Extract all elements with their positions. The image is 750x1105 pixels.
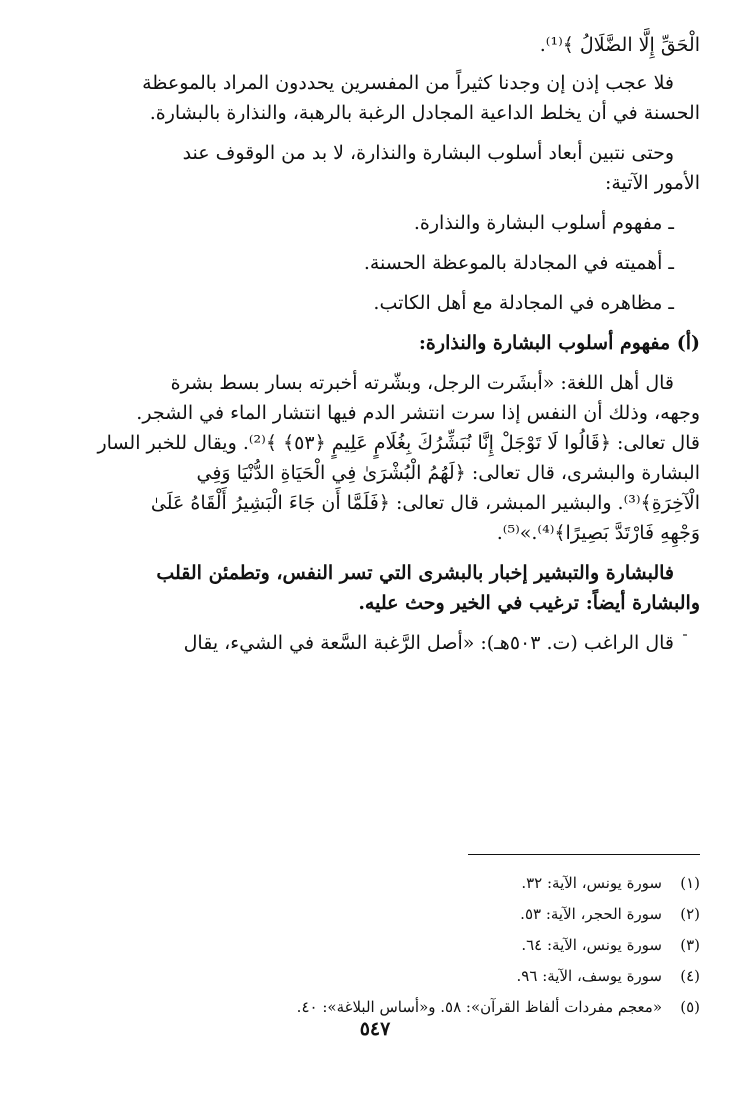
footnote-divider [468, 854, 700, 855]
paragraph-line: قال أهل اللغة: «أبشَرت الرجل، وبشّرته أخبرته بسار بسط بشرة [170, 372, 674, 394]
footnote-number: (٢) [680, 905, 700, 923]
paragraph-line: الْآخِرَةِ﴾⁽³⁾. والبشير المبشر، قال تعالى: ﴿فَلَمَّا أَن جَاءَ الْبَشِيرُ أَلْقَاهُ عَلَىٰ [150, 492, 700, 514]
document-body [78, 30, 700, 658]
footnote-item [270, 899, 700, 930]
list-item: ـ مفهوم أسلوب البشارة والنذارة. [413, 212, 674, 234]
footnote-number: (٣) [680, 936, 700, 954]
continued-verse-line: الْحَقِّ إِلَّا الضَّلَالُ ﴾⁽¹⁾. [539, 34, 700, 56]
emphasis-line: فالبشارة والتبشير إخبار بالبشرى التي تسر النفس، وتطمئن القلب [156, 562, 674, 584]
emphasis-line: والبشارة أيضاً: ترغيب في الخير وحث عليه. [358, 592, 700, 614]
footnote-number: (٥) [680, 998, 700, 1016]
list-item: ـ مظاهره في المجادلة مع أهل الكاتب. [373, 292, 674, 314]
paragraph-line: قال تعالى: ﴿قَالُوا لَا تَوْجَلْ إِنَّا نُبَشِّرُكَ بِغُلَامٍ عَلِيمٍ ﴿٥٣﴾ ﴾⁽²⁾. ويقال للخبر السار [97, 432, 700, 454]
footnote-text: سورة يونس، الآية: ٦٤. [521, 936, 662, 954]
paragraph-line: الأمور الآتية: [604, 172, 700, 194]
list-item: ـ أهميته في المجادلة بالموعظة الحسنة. [363, 252, 674, 274]
footnote-text: «معجم مفردات ألفاظ القرآن»: ٥٨. و«أساس البلاغة»: ٤٠. [296, 998, 662, 1016]
section-heading: (أ) مفهوم أسلوب البشارة والنذارة: [418, 332, 700, 354]
footnote-number: (١) [680, 874, 700, 892]
paragraph-line: وَجْهِهِ فَارْتَدَّ بَصِيرًا﴾⁽⁴⁾.»⁽⁵⁾. [496, 522, 700, 544]
footnote-text: سورة يوسف، الآية: ٩٦. [516, 967, 662, 985]
paragraph-line: فلا عجب إذن إن وجدنا كثيراً من المفسرين يحددون المراد بالموعظة [142, 72, 674, 94]
footnotes [270, 868, 700, 1023]
ink-speck [683, 634, 687, 636]
paragraph-line: قال الراغب (ت. ٥٠٣هـ): «أصل الرَّغبة السَّعة في الشيء، يقال [183, 632, 674, 654]
footnote-text: سورة يونس، الآية: ٣٢. [521, 874, 662, 892]
paragraph-line: وحتى نتبين أبعاد أسلوب البشارة والنذارة، لا بد من الوقوف عند [182, 142, 674, 164]
footnote-item [270, 930, 700, 961]
footnote-text: سورة الحجر، الآية: ٥٣. [520, 905, 662, 923]
page-number: ٥٤٧ [359, 1018, 391, 1040]
footnote-item [270, 961, 700, 992]
paragraph-line: البشارة والبشرى، قال تعالى: ﴿لَهُمُ الْبُشْرَىٰ فِي الْحَيَاةِ الدُّنْيَا وَفِي [196, 462, 700, 484]
footnote-item [270, 868, 700, 899]
footnote-number: (٤) [680, 967, 700, 985]
paragraph-line: وجهه، وذلك أن النفس إذا سرت انتشر الدم فيها انتشار الماء في الشجر. [136, 402, 700, 424]
paragraph-line: الحسنة في أن يخلط الداعية المجادل الرغبة بالرهبة، والنذارة بالبشارة. [149, 102, 700, 124]
